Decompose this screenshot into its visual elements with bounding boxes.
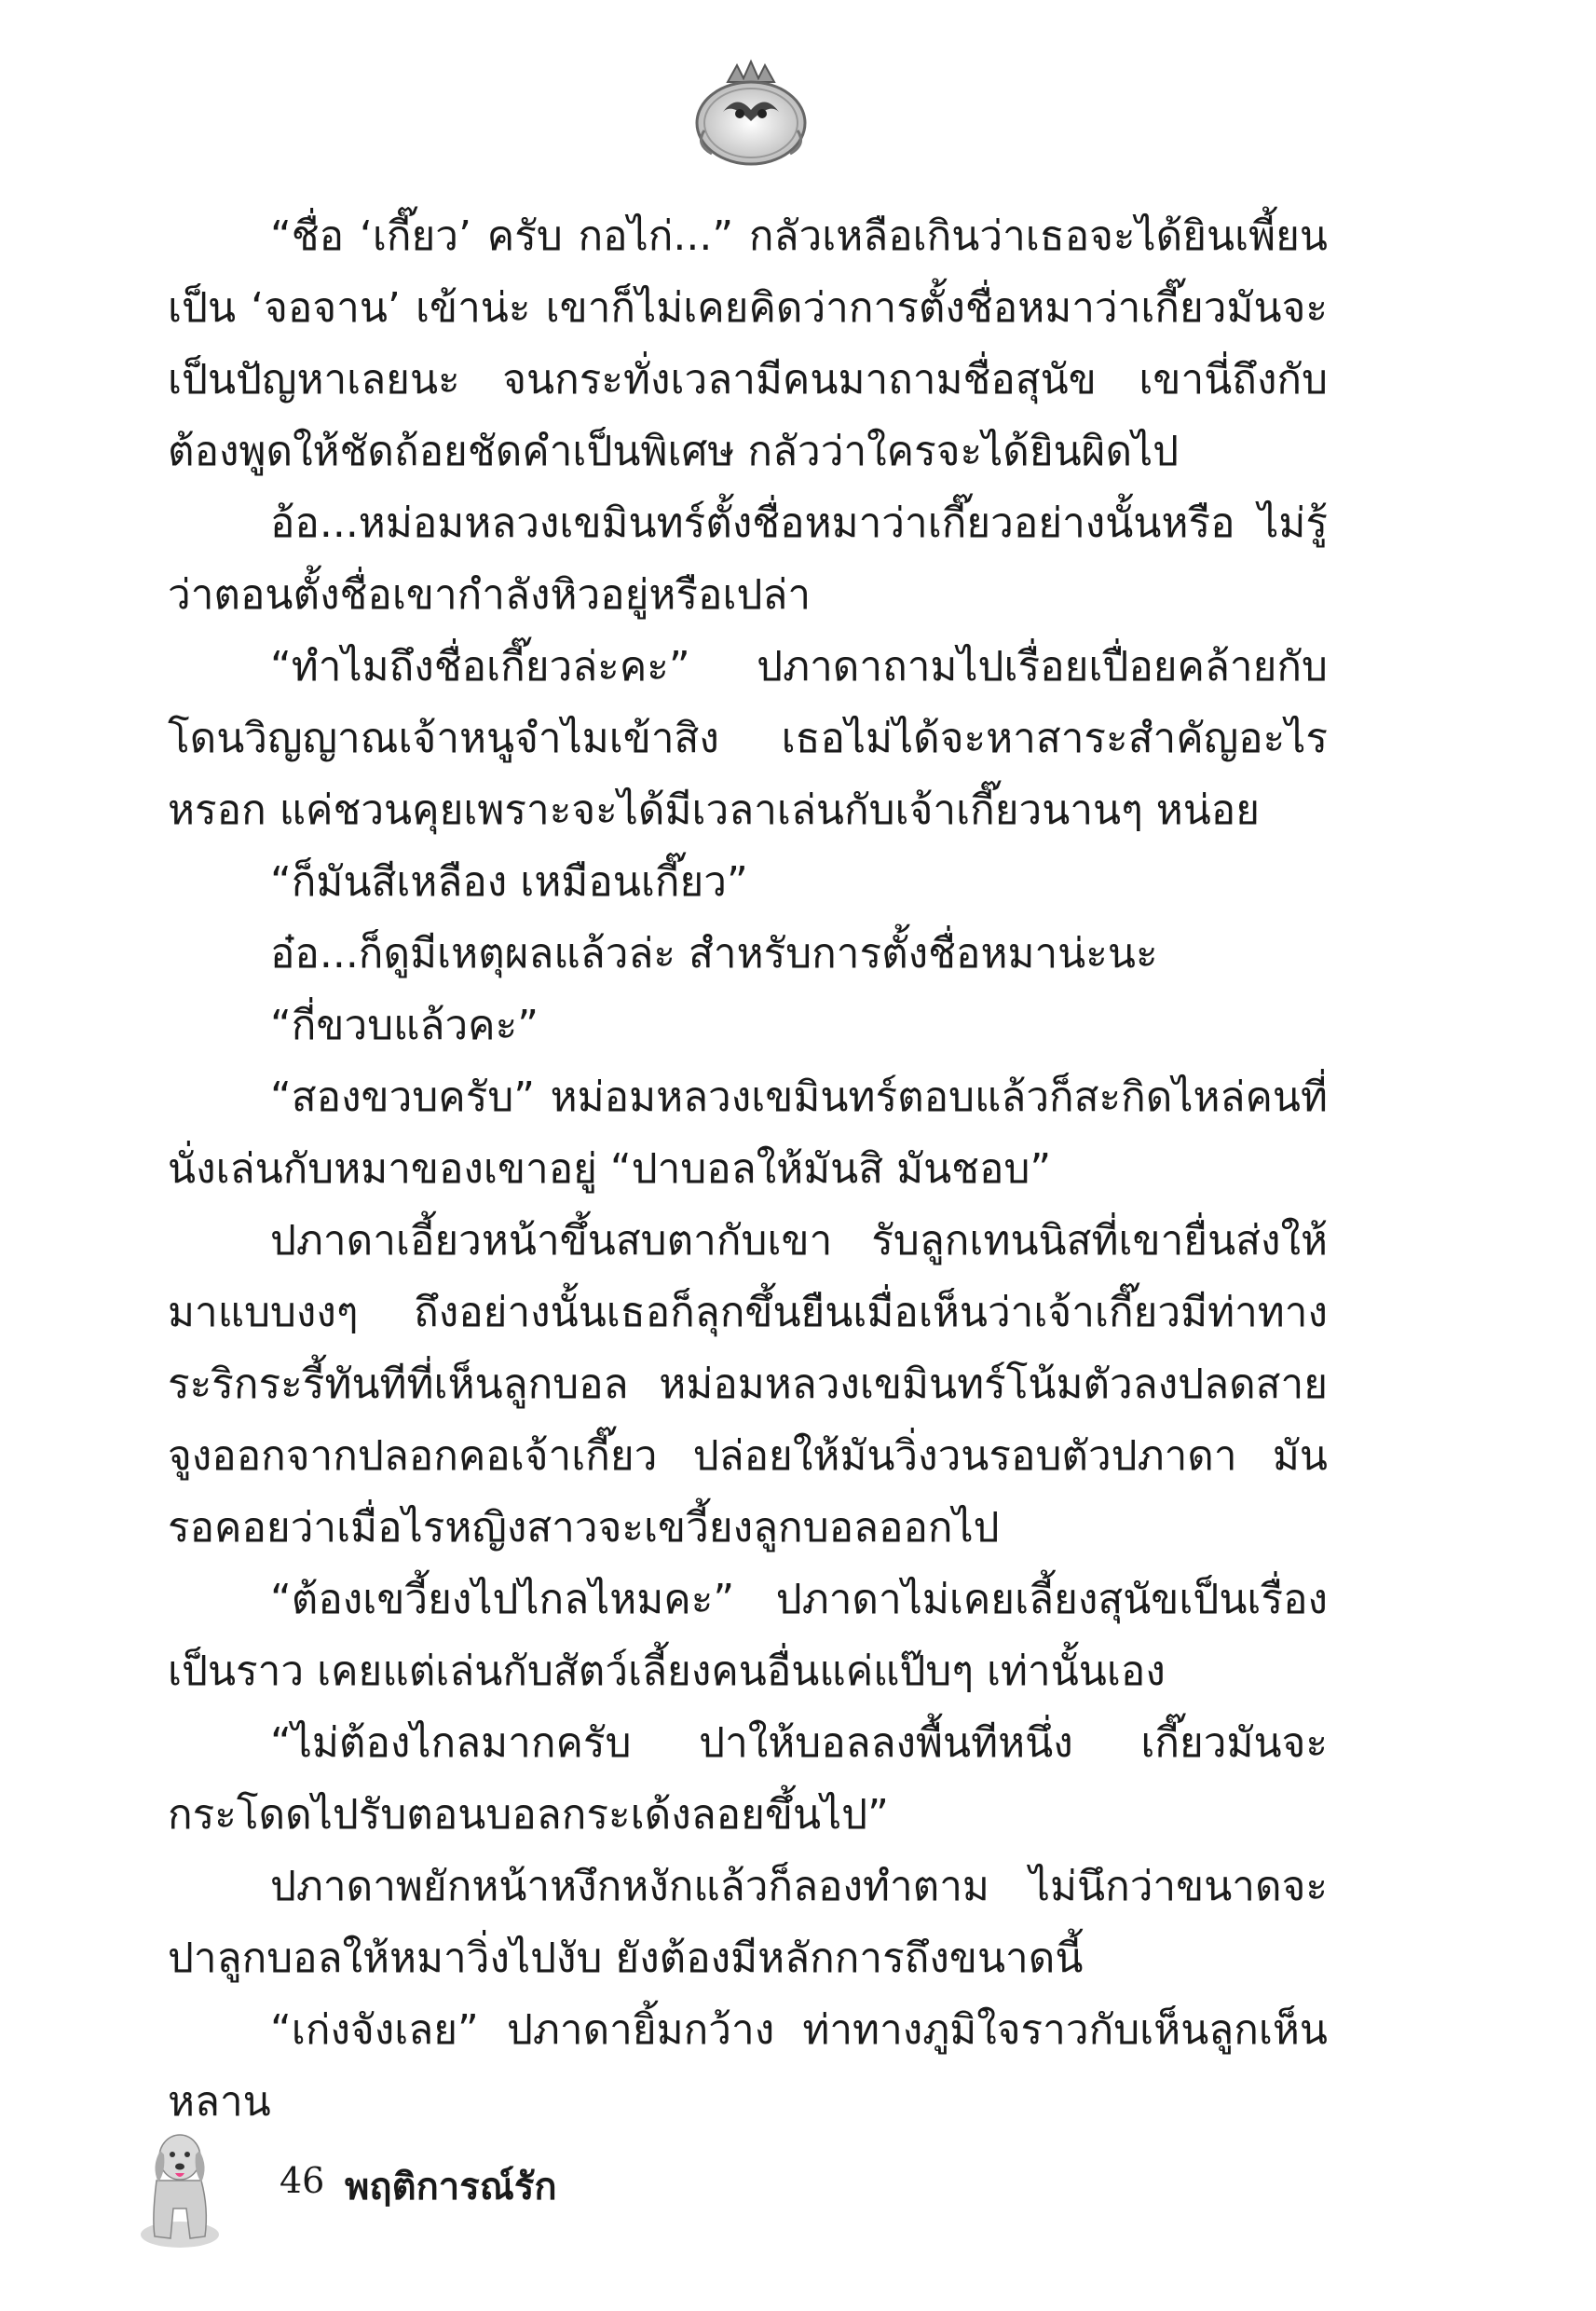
paragraph: “ไม่ต้องไกลมากครับ ปาให้บอลลงพื้นทีหนึ่ง เกี๊ยวมันจะกระโดดไปรับตอนบอลกระเด้งลอยขึ้นไป” — [168, 1719, 1328, 1839]
paragraph: “ก็มันสีเหลือง เหมือนเกี๊ยว” — [270, 858, 748, 906]
paragraph: อ้อ...หม่อมหลวงเขมินทร์ตั้งชื่อหมาว่าเกี๊ยวอย่างนั้นหรือ ไม่รู้ว่าตอนตั้งชื่อเขากำลังหิวอยู่หรือเปล่า — [168, 499, 1328, 619]
paragraph: ปภาดาเอี้ยวหน้าขึ้นสบตากับเขา รับลูกเทนนิสที่เขายื่นส่งให้มาแบบงงๆ ถึงอย่างนั้นเธอก็ลุกขึ้นยืนเมื่อเห็นว่าเจ้าเกี๊ยวมีท่าทางระริกระรี้ทันทีที่เห็นลูกบอล หม่อมหลวงเขมินทร์โน้มตัวลงปลดสายจูงออกจากปลอกคอเจ้าเกี๊ยว ปล่อยให้มันวิ่งวนรอบตัวปภาดา มันรอคอยว่าเมื่อไรหญิงสาวจะเขวี้ยงลูกบอลออกไป — [168, 1217, 1328, 1552]
book-title: พฤติการณ์รัก — [345, 2166, 557, 2208]
paragraph: อ๋อ...ก็ดูมีเหตุผลแล้วล่ะ สำหรับการตั้งชื่อหมาน่ะนะ — [270, 930, 1158, 978]
paragraph: “ชื่อ ‘เกี๊ยว’ ครับ กอไก่...” กลัวเหลือเกินว่าเธอจะได้ยินเพี้ยนเป็น ‘จอจาน’ เข้าน่ะ เขาก็ไม่เคยคิดว่าการตั้งชื่อหมาว่าเกี๊ยวมันจะเป็นปัญหาเลยนะ จนกระทั่งเวลามีคนมาถามชื่อสุนัข เขานี่ถึงกับต้องพูดให้ชัดถ้อยชัดคำเป็นพิเศษ กลัวว่าใครจะได้ยินผิดไป — [168, 212, 1328, 475]
page-number: 46 — [280, 2160, 325, 2201]
paragraph: “กี่ขวบแล้วคะ” — [270, 1002, 539, 1049]
paragraph: “ทำไมถึงชื่อเกี๊ยวล่ะคะ” ปภาดาถามไปเรื่อยเปื่อยคล้ายกับโดนวิญญาณเจ้าหนูจำไมเข้าสิง เธอไม่ได้จะหาสาระสำคัญอะไรหรอก แค่ชวนคุยเพราะจะได้มีเวลาเล่นกับเจ้าเกี๊ยวนานๆ หน่อย — [168, 643, 1328, 834]
paragraph: ปภาดาพยักหน้าหงึกหงักแล้วก็ลองทำตาม ไม่นึกว่าขนาดจะปาลูกบอลให้หมาวิ่งไปงับ ยังต้องมีหลักการถึงขนาดนี้ — [168, 1863, 1328, 1982]
crowned-dog-emblem-icon — [686, 56, 816, 172]
body-text — [168, 200, 1328, 2138]
paragraph: “สองขวบครับ” หม่อมหลวงเขมินทร์ตอบแล้วก็สะกิดไหล่คนที่นั่งเล่นกับหมาของเขาอยู่ “ปาบอลให้มันสิ มันชอบ” — [168, 1073, 1328, 1193]
golden-retriever-sitting-icon — [129, 2115, 231, 2255]
paragraph: “เก่งจังเลย” ปภาดายิ้มกว้าง ท่าทางภูมิใจราวกับเห็นลูกเห็นหลาน — [168, 2006, 1328, 2126]
paragraph: “ต้องเขวี้ยงไปไกลไหมคะ” ปภาดาไม่เคยเลี้ยงสุนัขเป็นเรื่องเป็นราว เคยแต่เล่นกับสัตว์เลี้ยงคนอื่นแค่แป๊บๆ เท่านั้นเอง — [168, 1576, 1328, 1695]
